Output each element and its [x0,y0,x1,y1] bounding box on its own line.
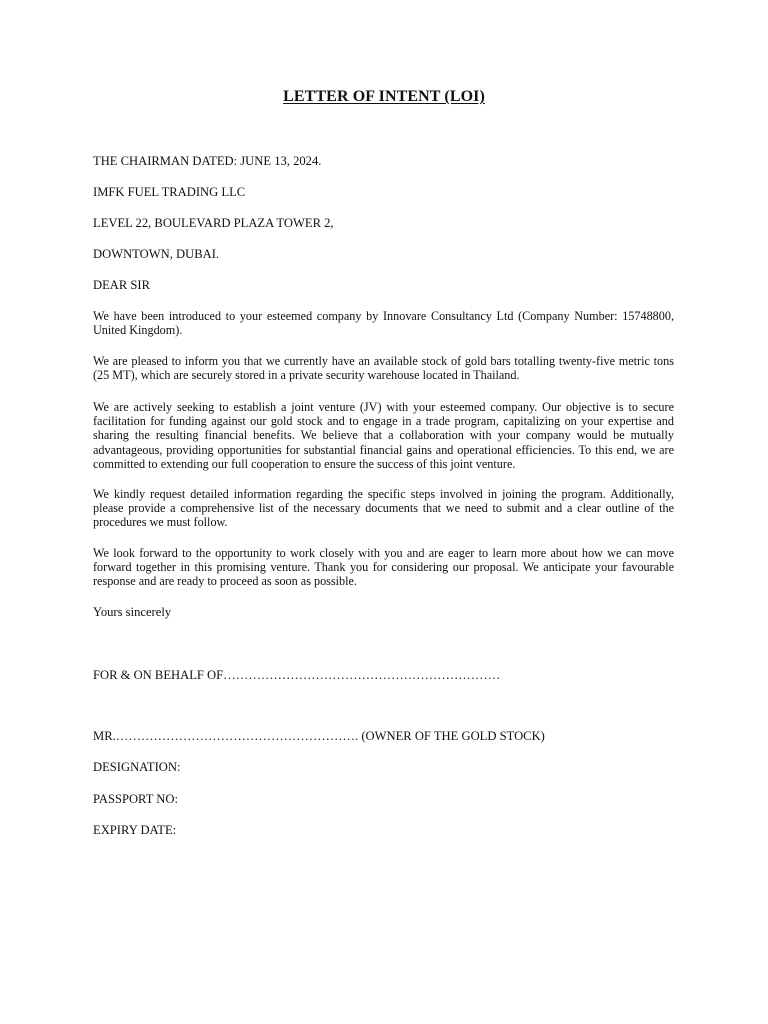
salutation: DEAR SIR [93,278,151,292]
recipient-address-line-1: LEVEL 22, BOULEVARD PLAZA TOWER 2, [93,216,334,230]
closing-yours-sincerely: Yours sincerely [93,605,172,619]
recipient-chairman-date: THE CHAIRMAN DATED: JUNE 13, 2024. [93,154,322,168]
paragraph-closing-remarks: We look forward to the opportunity to work closely with you and are eager to learn more about how we can move forward together in this promising venture. Thank you for considering our proposal. We anticipate your favourable response and are ready to proceed as soon as possible. [93,546,674,589]
designation-field: DESIGNATION: [93,760,181,774]
signature-on-behalf-line: FOR & ON BEHALF OF………………………………………………………… [93,668,501,682]
paragraph-joint-venture: We are actively seeking to establish a joint venture (JV) with your esteemed company. Our objective is to secure facilitation for funding against our gold stock and to engage in a trade program, capitalizing on your expertise and sharing the resulting financial benefits. We believe that a collaboration with your company would be mutually advantageous, providing opportunities for substantial financial gains and operational efficiencies. To this end, we are committed to extending our full cooperation to ensure the success of this joint venture. [93,400,674,471]
paragraph-gold-stock: We are pleased to inform you that we currently have an available stock of gold bars totalling twenty-five metric tons (25 MT), which are securely stored in a private security warehouse located in Thailand. [93,354,674,383]
paragraph-request-information: We kindly request detailed information regarding the specific steps involved in joining the program. Additionally, please provide a comprehensive list of the necessary documents that we need to submit and a clear outline of the procedures we must follow. [93,487,674,530]
recipient-company: IMFK FUEL TRADING LLC [93,185,246,199]
passport-number-field: PASSPORT NO: [93,792,178,806]
letter-title: LETTER OF INTENT (LOI) [283,88,485,105]
signature-mr-line: MR.…………………………………………………. (OWNER OF THE GOLD STOCK) [93,729,545,743]
expiry-date-field: EXPIRY DATE: [93,823,177,837]
recipient-address-line-2: DOWNTOWN, DUBAI. [93,247,220,261]
paragraph-introduction: We have been introduced to your esteemed company by Innovare Consultancy Ltd (Company Number: 15748800, United Kingdom). [93,309,674,338]
